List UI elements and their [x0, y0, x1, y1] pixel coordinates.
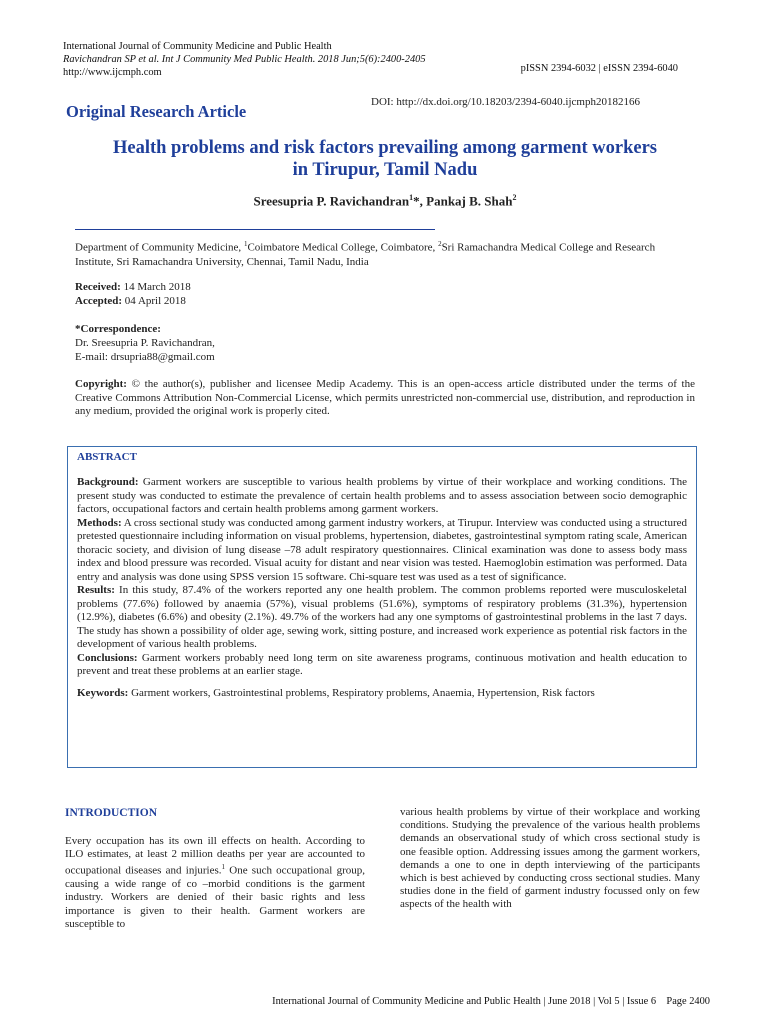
- citation: Ravichandran SP et al. Int J Community Med Public Health. 2018 Jun;5(6):2400-2405: [63, 54, 426, 65]
- copyright-label: Copyright:: [75, 378, 127, 390]
- introduction-column-right: various health problems by virtue of their workplace and working conditions. Studying the prevalence of the various health problems demands an observational study of which cross sectional study is one feasible option. Addressing issues among the garment workers, demands a one to one in depth interviewing of the participants which is best achieved by conducting cross sectional studies. Many studies done in the field of garment industry focussed only on few aspects of the health with: [400, 806, 700, 911]
- author-1-sup: 1: [409, 193, 414, 202]
- page-footer: International Journal of Community Medicine and Public Health | June 2018 | Vol 5 | Issue 6 Page 2400: [272, 996, 710, 1007]
- journal-header: [63, 40, 426, 79]
- received-value: 14 March 2018: [120, 281, 191, 293]
- affiliation-sup-2: 2: [438, 240, 442, 248]
- conclusions-label: Conclusions:: [77, 651, 138, 664]
- keywords-text: Garment workers, Gastrointestinal problems, Respiratory problems, Anaemia, Hypertension, Risk factors: [128, 686, 595, 699]
- results-text: In this study, 87.4% of the workers reported any one health problem. The common problems reported were musculoskeletal problems (77.6%) followed by anaemia (57%), visual problems (51.6%), symptoms of respiratory problems (31.3%), hypertension (12.9%), diabetes (6.6%) and obesity (2.1%). 49.7% of the workers had any one symptoms of gastrointestinal problems in the last 7 days. The study has shown a possibility of older age, sewing work, sitting posture, and increased work experience as potential risk factors in the development of various health problems.: [77, 584, 687, 650]
- affiliation-inst-1: Coimbatore Medical College, Coimbatore,: [247, 241, 439, 254]
- abstract-methods: [77, 517, 687, 585]
- conclusions-text: Garment workers probably need long term on site awareness programs, continuous motivation and health education to prevent and treat these problems at an earlier stage.: [77, 651, 687, 677]
- journal-name: International Journal of Community Medicine and Public Health: [63, 41, 332, 52]
- issn: pISSN 2394-6032 | eISSN 2394-6040: [520, 63, 678, 74]
- affiliation: [75, 237, 695, 269]
- abstract-body: [77, 476, 687, 700]
- correspondence: [75, 322, 215, 364]
- background-text: Garment workers are susceptible to various health problems by virtue of their workplace and working conditions. The present study was conducted to estimate the prevalence of certain health problems and to assess association between socio demographic factors, occupational factors and certain health problems among garment workers.: [77, 476, 687, 515]
- journal-url[interactable]: http://www.ijcmph.com: [63, 67, 162, 78]
- methods-label: Methods:: [77, 516, 122, 529]
- article-type: Original Research Article: [66, 102, 247, 121]
- abstract-background: [77, 476, 687, 517]
- accepted-date: [75, 294, 191, 308]
- affiliation-sup-1: 1: [243, 240, 248, 248]
- background-label: Background:: [77, 476, 139, 488]
- intro-footnote-ref[interactable]: 1: [221, 863, 226, 872]
- authors: [150, 193, 620, 209]
- methods-text: A cross sectional study was conducted among garment industry workers, at Tirupur. Interview was conducted using a structured pretested questionnaire including information on visual problems, hypertension, diabetes, gastrointestinal symptom rating scale, American thoracic society, and division of lung disease –78 adult respiratory questionnaires. Clinical examination was done to assess body mass index and blood pressure was recorded. Visual acuity for distant and near vision was tested. Haemoglobin estimation was performed. Data entry and analysis was done using SPSS version 15 software. Chi-square test was used as a test of significance.: [77, 516, 687, 583]
- intro-left-text-a: Every occupation has its own ill effects on health. According to ILO estimates, at least 2 million deaths per year are accounted to occupational diseases and injuries.: [65, 835, 365, 878]
- introduction-heading: INTRODUCTION: [65, 807, 158, 819]
- accepted-value: 04 April 2018: [122, 295, 186, 307]
- introduction-column-left: [65, 835, 365, 931]
- author-1: Sreesupria P. Ravichandran: [253, 193, 410, 209]
- results-label: Results:: [77, 584, 115, 596]
- abstract-heading: ABSTRACT: [77, 451, 137, 463]
- page-title: Health problems and risk factors prevailing among garment workers in Tirupur, Tamil Nadu: [112, 138, 657, 180]
- copyright-text: © the author(s), publisher and licensee Medip Academy. This is an open-access article distributed under the terms of the Creative Commons Attribution Non-Commercial License, which permits unrestricted non-commercial use, distribution, and reproduction in any medium, provided the original work is properly cited.: [75, 378, 695, 418]
- received-date: [75, 280, 191, 294]
- abstract-conclusions: [77, 652, 687, 679]
- accepted-label: Accepted:: [75, 295, 123, 307]
- copyright-notice: [75, 378, 695, 419]
- received-label: Received:: [75, 281, 121, 293]
- doi-link[interactable]: DOI: http://dx.doi.org/10.18203/2394-6040.ijcmph20182166: [371, 96, 640, 108]
- affiliation-prefix: Department of Community Medicine,: [75, 241, 244, 254]
- author-2-sup: 2: [512, 193, 517, 202]
- correspondence-email[interactable]: E-mail: drsupria88@gmail.com: [75, 351, 215, 363]
- abstract-keywords: [77, 687, 687, 701]
- author-2: Pankaj B. Shah: [426, 193, 513, 209]
- abstract-results: [77, 584, 687, 652]
- keywords-label: Keywords:: [77, 686, 129, 699]
- affiliation-inst-2: Sri Ramachandra Medical College and Research Institute, Sri Ramachandra University, Chennai, Tamil Nadu, India: [75, 241, 656, 268]
- divider: [75, 229, 435, 230]
- correspondence-name: Dr. Sreesupria P. Ravichandran,: [75, 337, 215, 349]
- author-1-mark: *,: [413, 193, 427, 209]
- intro-left-text-b: One such occupational group, causing a wide range of co –morbid conditions is the garment industry. Workers are denied of their basic rights and less importance is given to their health. Garment workers are susceptible to: [65, 865, 365, 930]
- article-dates: [75, 280, 191, 308]
- correspondence-label: *Correspondence:: [75, 323, 161, 335]
